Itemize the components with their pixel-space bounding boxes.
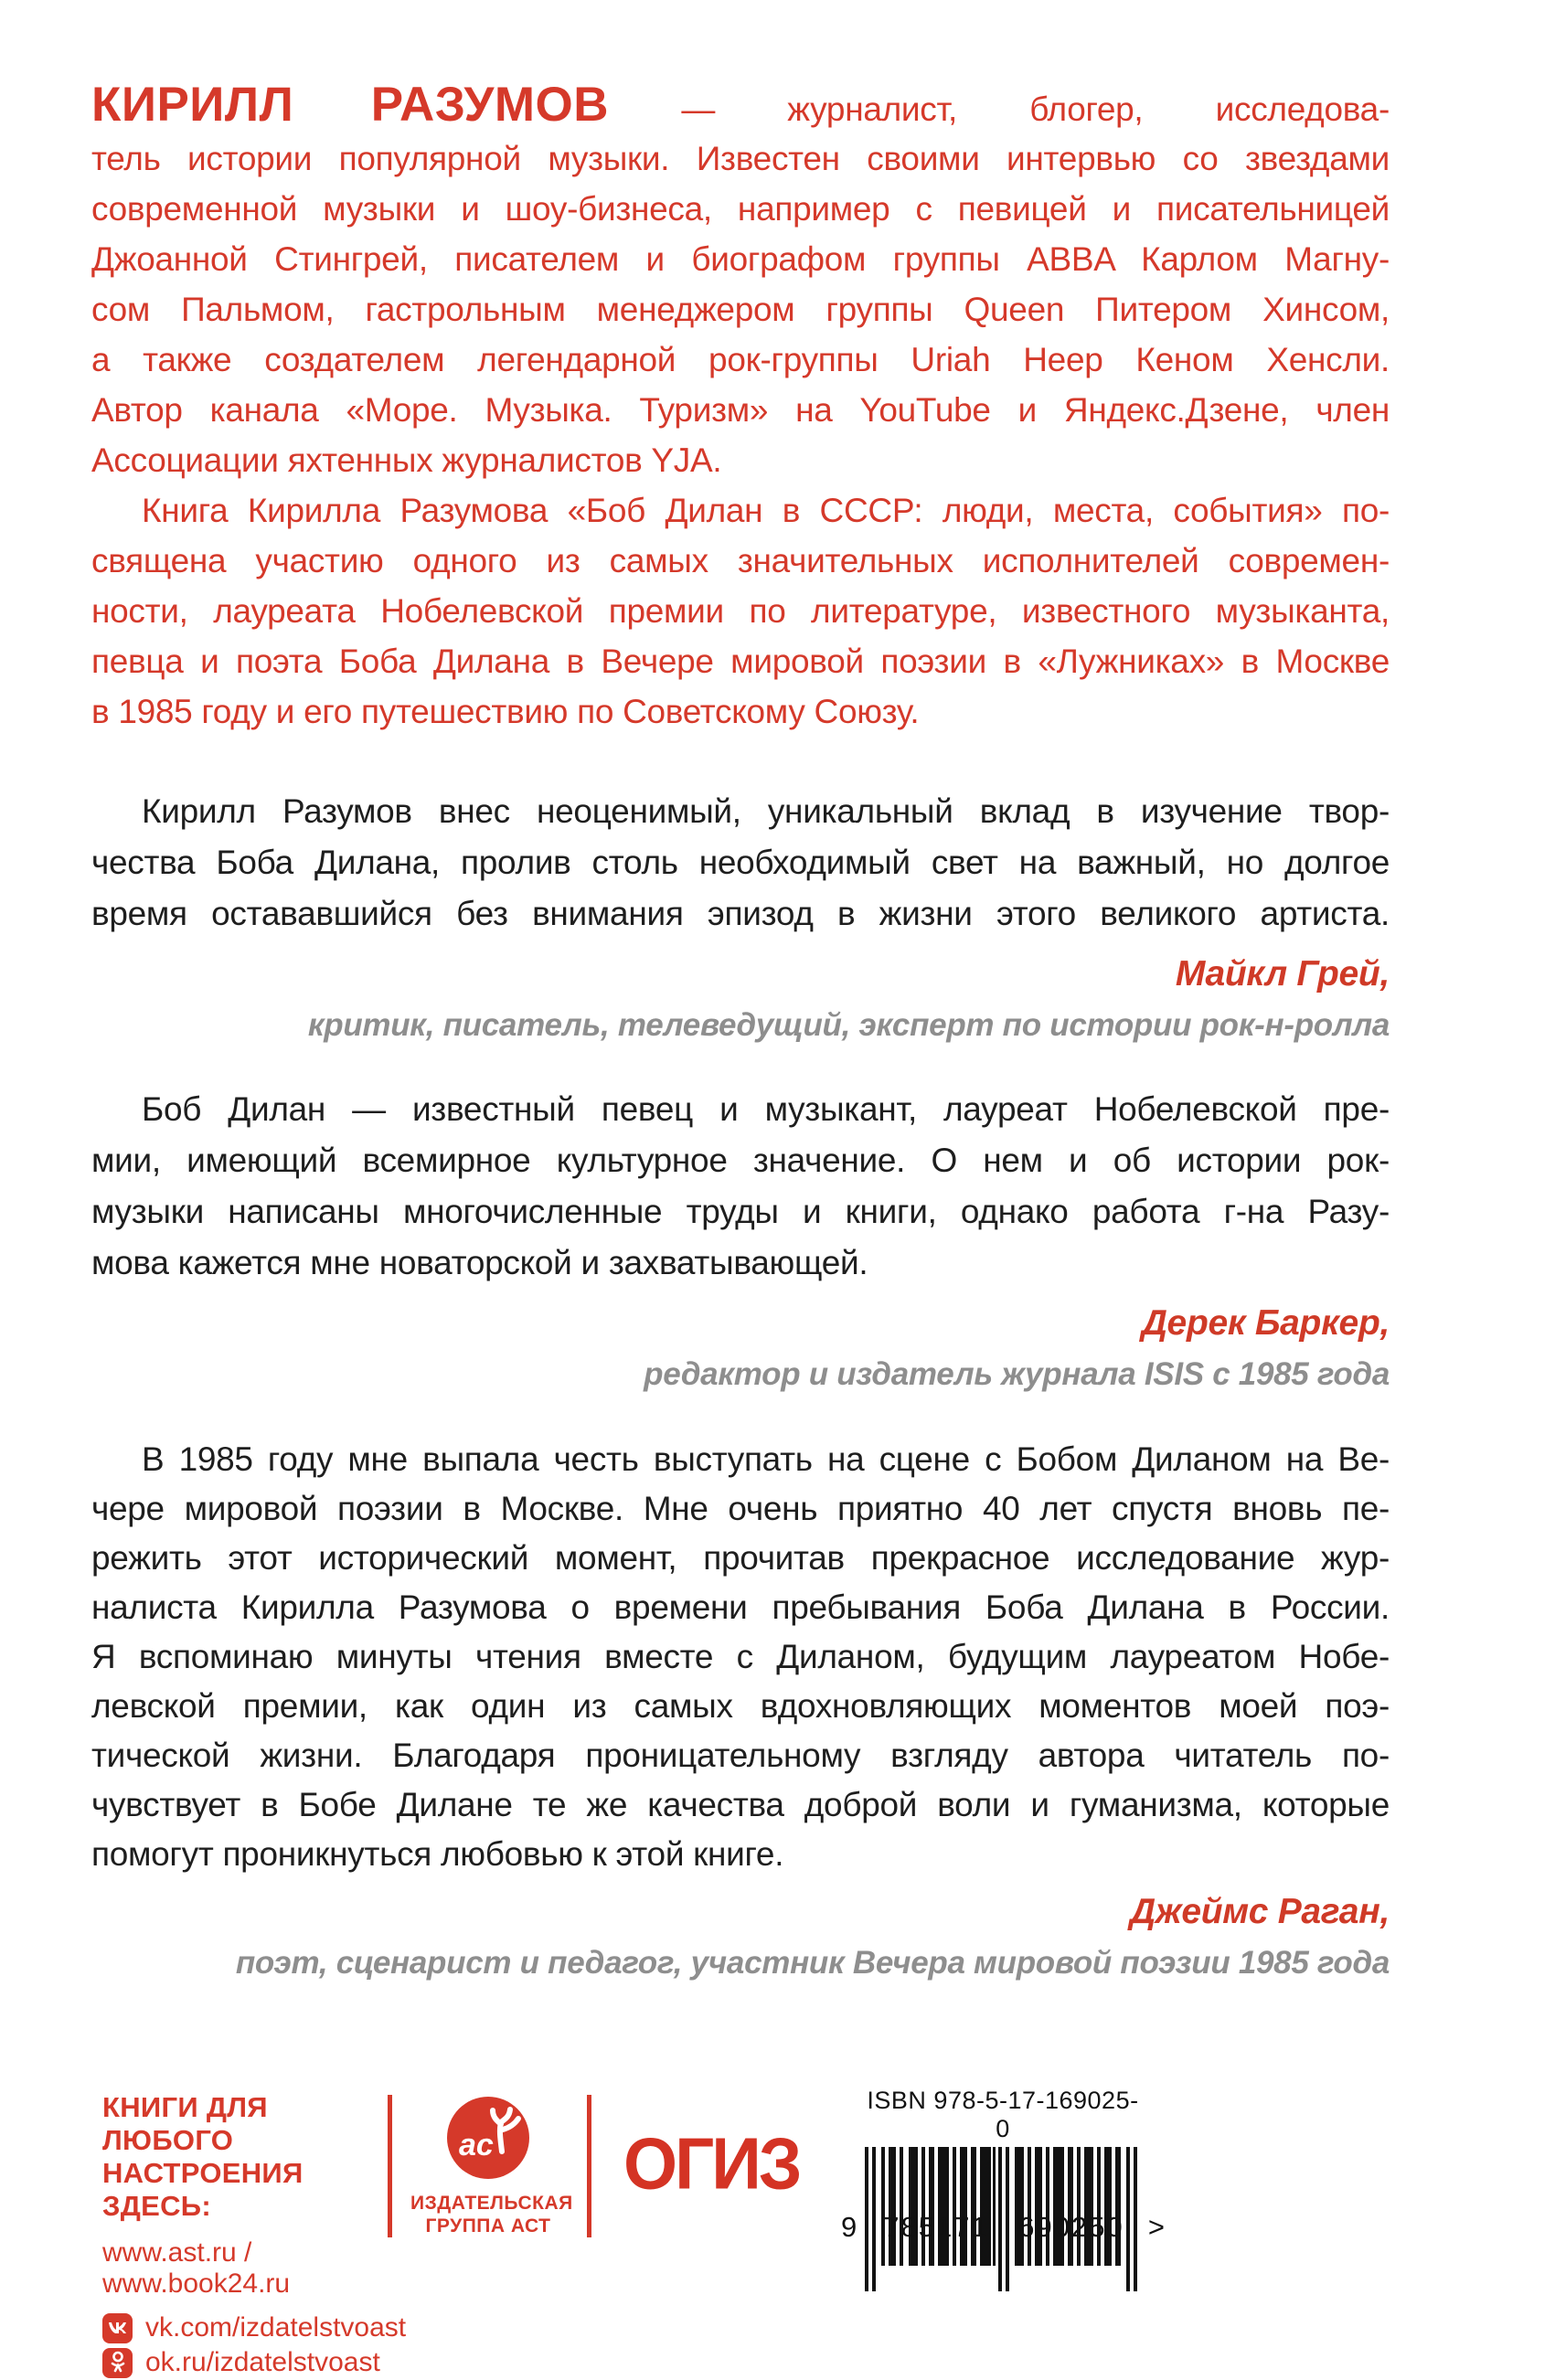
quote-author: Джеймс Раган, (1130, 1892, 1390, 1931)
barcode-digits (841, 2211, 1166, 2244)
ogiz-logo: ОГИЗ (623, 2123, 800, 2205)
author-bio (91, 77, 1390, 737)
quote-line: время остававшийся без внимания эпизод в жизни этого великого артиста. (91, 895, 1390, 932)
quote-3 (91, 1435, 1390, 1989)
promo-line: КНИГИ ДЛЯ ЛЮБОГО (102, 2091, 268, 2156)
bio-line: певца и поэта Боба Дилана в Вечере мировой поэзии в «Лужниках» в Москве (91, 643, 1390, 680)
bio-line: тель истории популярной музыки. Известен своими интервью со звездами (91, 140, 1390, 177)
quote-line: помогут проникнуться любовью к этой книге. (91, 1835, 784, 1873)
isbn-label: ISBN 978-5-17-169025-0 (867, 2087, 1139, 2142)
bio-line: ности, лауреата Нобелевской премии по литературе, известного музыканта, (91, 592, 1390, 630)
quote-line: чества Боба Дилана, пролив столь необходимый свет на важный, но долгое (91, 844, 1390, 881)
ast-logo-text: ас (459, 2128, 494, 2162)
quote-line: мова кажется мне новаторской и захватывающей. (91, 1244, 868, 1281)
barcode-group: 785171 (883, 2211, 989, 2243)
bio-line-text: — журналист, блогер, исследова- (681, 90, 1390, 128)
quote-line: Боб Дилан — известный певец и музыкант, лауреат Нобелевской пре- (142, 1090, 1390, 1128)
bio-line: сом Пальмом, гастрольным менеджером группы Queen Питером Хинсом, (91, 291, 1390, 328)
vk-url: vk.com/izdatelstvoast (145, 2312, 407, 2343)
quote-author: Майкл Грей, (1175, 954, 1390, 993)
quote-line: чувствует в Бобе Дилане те же качества доброй воли и гуманизма, которые (91, 1786, 1390, 1823)
quote-line: музыки написаны многочисленные труды и книги, однако работа г-на Разу- (91, 1193, 1390, 1230)
bio-line: Джоанной Стингрей, писателем и биографом группы ABBA Карлом Магну- (91, 240, 1390, 278)
footer-divider (587, 2095, 591, 2237)
ast-logo (410, 2097, 573, 2237)
quote-author-role: редактор и издатель журнала ISIS с 1985 года (644, 1356, 1390, 1392)
vk-row (102, 2311, 407, 2345)
vk-icon (102, 2313, 133, 2343)
quote-line: режить этот исторический момент, прочитав прекрасное исследование жур- (91, 1539, 1390, 1577)
ok-icon (102, 2348, 133, 2378)
quote-line: Я вспоминаю минуты чтения вместе с Диланом, будущим лауреатом Нобе- (91, 1638, 1390, 1675)
quote-line: чере мировой поэзии в Москве. Мне очень приятно 40 лет спустя вновь пе- (91, 1490, 1390, 1527)
ast-logo-circle (447, 2097, 529, 2179)
bio-line: а также создателем легендарной рок-группы Uriah Heep Кеном Хенсли. (91, 341, 1390, 378)
ast-group-label: ИЗДАТЕЛЬСКАЯ (410, 2193, 573, 2214)
publisher-promo (102, 2091, 407, 2380)
quote-line: Кирилл Разумов внес неоценимый, уникальный вклад в изучение твор- (142, 792, 1390, 830)
ast-hand-icon (485, 2106, 524, 2153)
bio-line: священа участию одного из самых значительных исполнителей современ- (91, 542, 1390, 579)
quote-line: мии, имеющий всемирное культурное значение. О нем и об истории рок- (91, 1142, 1390, 1179)
bio-line: Книга Кирилла Разумова «Боб Дилан в СССР: люди, места, события» по- (142, 492, 1390, 529)
quote-author-role: критик, писатель, телеведущий, эксперт по истории рок-н-ролла (307, 1007, 1390, 1043)
barcode-arrow: > (1147, 2211, 1166, 2243)
quote-line: В 1985 году мне выпала честь выступать на сцене с Бобом Диланом на Ве- (142, 1440, 1390, 1478)
promo-line: НАСТРОЕНИЯ ЗДЕСЬ: (102, 2157, 304, 2222)
author-name: КИРИЛЛ РАЗУМОВ (91, 78, 610, 132)
footer-divider (388, 2095, 392, 2237)
quote-line: тической жизни. Благодаря проницательному взгляду автора читатель по- (91, 1737, 1390, 1774)
ok-url: ok.ru/izdatelstvoast (145, 2347, 380, 2377)
quote-line: налиста Кирилла Разумова о времени пребывания Боба Дилана в России. (91, 1588, 1390, 1626)
ok-row (102, 2345, 380, 2380)
publisher-urls: www.ast.ru / www.book24.ru (102, 2237, 291, 2299)
quote-1 (91, 786, 1390, 1051)
bio-line: в 1985 году и его путешествию по Советскому Союзу. (91, 693, 920, 730)
quote-author: Дерек Баркер, (1141, 1303, 1390, 1343)
barcode-digit-lead: 9 (841, 2211, 859, 2243)
bio-line: Ассоциации яхтенных журналистов YJA. (91, 441, 722, 479)
isbn-barcode (841, 2087, 1166, 2297)
quote-line: левской премии, как один из самых вдохновляющих моментов моей поэ- (91, 1687, 1390, 1725)
barcode-group: 690250 (1018, 2211, 1124, 2243)
bio-line: Автор канала «Море. Музыка. Туризм» на YouTube и Яндекс.Дзене, член (91, 391, 1390, 429)
ast-group-label: ГРУППА АСТ (425, 2215, 551, 2237)
bio-line (91, 77, 1390, 133)
bio-line: современной музыки и шоу-бизнеса, например с певицей и писательницей (91, 190, 1390, 228)
quote-2 (91, 1084, 1390, 1400)
quote-author-role: поэт, сценарист и педагог, участник Вечера мировой поэзии 1985 года (235, 1945, 1390, 1981)
